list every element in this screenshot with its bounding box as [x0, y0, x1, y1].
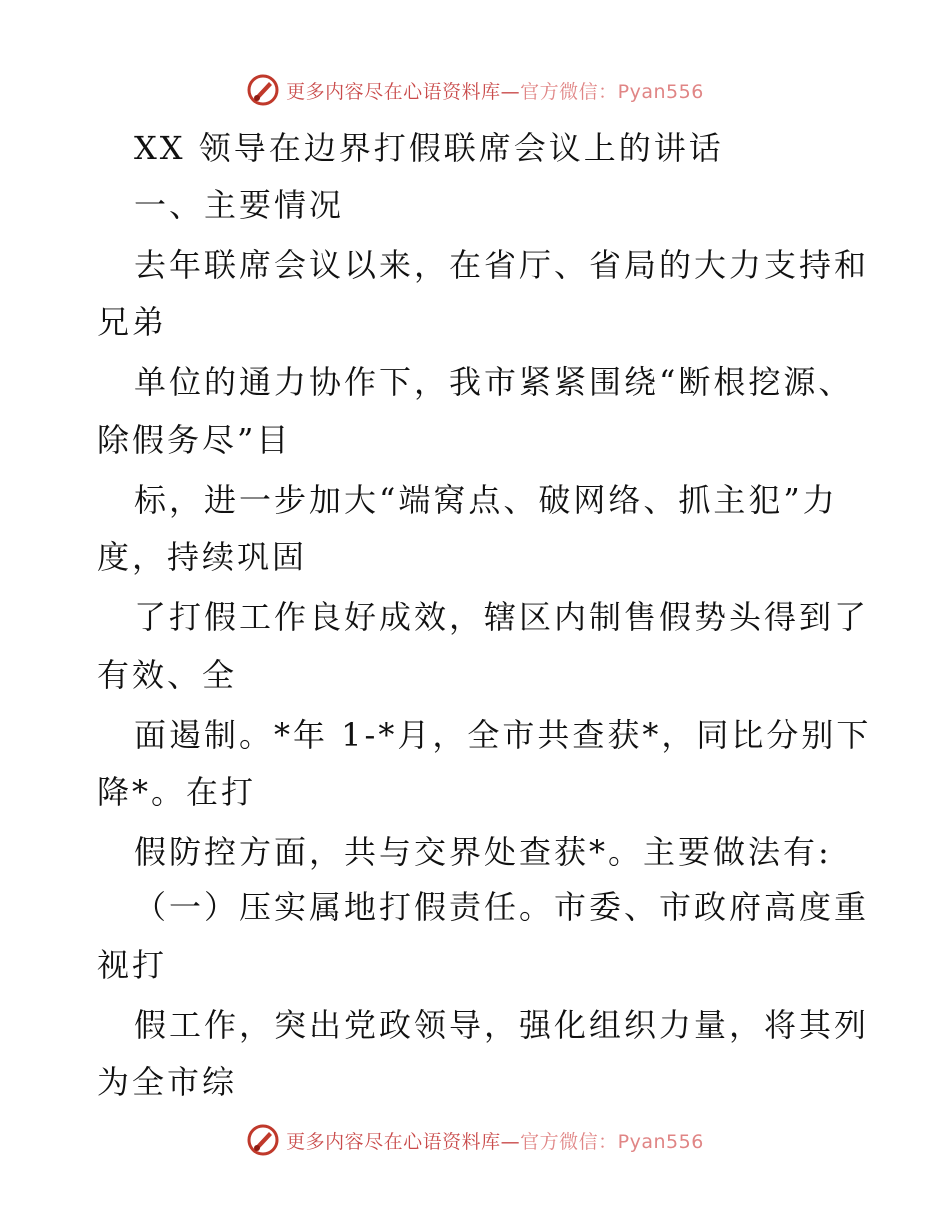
body-line: 有效、全: [97, 656, 238, 694]
body-line: 去年联席会议以来，在省厅、省局的大力支持和: [134, 246, 870, 284]
body-line: 假工作，突出党政领导，强化组织力量，将其列: [134, 1006, 870, 1044]
body-line: 为全市综: [97, 1063, 238, 1101]
watermark-text: 更多内容尽在心语资料库—官方微信：Pyan556: [286, 1130, 704, 1153]
body-line: 视打: [97, 946, 168, 984]
subsection-heading: （一）压实属地打假责任。市委、市政府高度重: [134, 888, 870, 926]
body-line: 降*。在打: [97, 773, 257, 811]
body-line: 标，进一步加大“端窝点、破网络、抓主犯”力: [134, 481, 838, 519]
brush-logo-icon: [246, 73, 280, 107]
body-line: 兄弟: [97, 303, 168, 341]
watermark-text: 更多内容尽在心语资料库—官方微信：Pyan556: [286, 80, 704, 103]
body-line: 除假务尽”目: [97, 421, 292, 459]
header-watermark: [0, 70, 950, 110]
body-line: 了打假工作良好成效，辖区内制售假势头得到了: [134, 598, 870, 636]
document-title: XX 领导在边界打假联席会议上的讲话: [134, 129, 724, 167]
body-line: 面遏制。*年 1-*月，全市共查获*，同比分别下: [134, 716, 872, 754]
body-line: 假防控方面，共与交界处查获*。主要做法有:: [134, 833, 832, 871]
section-heading: 一、主要情况: [134, 186, 345, 224]
body-line: 度，持续巩固: [97, 538, 308, 576]
footer-watermark: [0, 1120, 950, 1160]
brush-logo-icon: [246, 1123, 280, 1157]
body-line: 单位的通力协作下，我市紧紧围绕“断根挖源、: [134, 363, 854, 401]
